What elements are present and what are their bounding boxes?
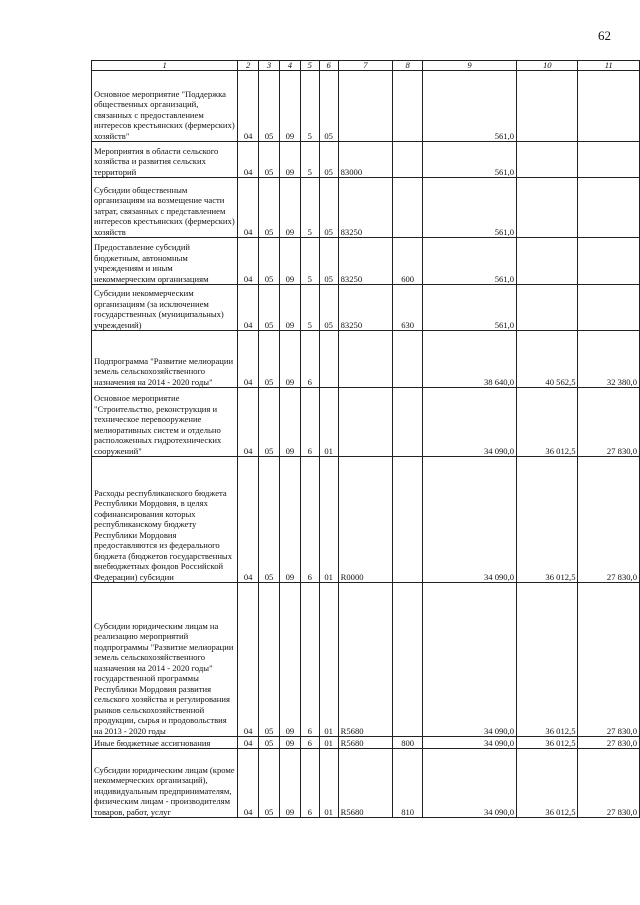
cell-3: 05 — [259, 457, 280, 583]
cell-8 — [393, 178, 423, 238]
cell-4: 09 — [279, 178, 300, 238]
cell-6: 01 — [319, 457, 338, 583]
cell-10: 36 012,5 — [517, 388, 578, 457]
cell-7: R5680 — [338, 749, 393, 818]
cell-3: 05 — [259, 71, 280, 142]
cell-5: 6 — [300, 583, 319, 737]
cell-6: 01 — [319, 737, 338, 749]
cell-10 — [517, 71, 578, 142]
table-row — [92, 457, 640, 583]
cell-6: 01 — [319, 749, 338, 818]
cell-4: 09 — [279, 238, 300, 285]
cell-6: 05 — [319, 71, 338, 142]
cell-9: 38 640,0 — [423, 331, 517, 388]
cell-7: 83000 — [338, 142, 393, 178]
cell-3: 05 — [259, 238, 280, 285]
cell-8 — [393, 583, 423, 737]
cell-6: 05 — [319, 285, 338, 331]
cell-8: 630 — [393, 285, 423, 331]
cell-8 — [393, 71, 423, 142]
table-row — [92, 737, 640, 749]
cell-11: 27 830,0 — [578, 749, 640, 818]
column-header: 4 — [279, 61, 300, 71]
column-header: 3 — [259, 61, 280, 71]
cell-6: 05 — [319, 142, 338, 178]
table-row — [92, 331, 640, 388]
cell-7: 83250 — [338, 178, 393, 238]
row-description: Иные бюджетные ассигнования — [92, 737, 238, 749]
cell-4: 09 — [279, 142, 300, 178]
cell-3: 05 — [259, 737, 280, 749]
cell-4: 09 — [279, 388, 300, 457]
cell-5: 6 — [300, 388, 319, 457]
cell-9: 561,0 — [423, 285, 517, 331]
table-row — [92, 388, 640, 457]
cell-3: 05 — [259, 388, 280, 457]
table-row — [92, 238, 640, 285]
row-description: Основное мероприятие "Строительство, реконструкция и техническое перевооружение мелиоративных систем и отдельно расположенных гидротехнических сооружений" — [92, 388, 238, 457]
cell-6: 05 — [319, 178, 338, 238]
table-row — [92, 749, 640, 818]
cell-2: 04 — [238, 583, 259, 737]
cell-9: 561,0 — [423, 178, 517, 238]
cell-5: 5 — [300, 71, 319, 142]
page-number: 62 — [598, 28, 611, 43]
cell-11: 27 830,0 — [578, 457, 640, 583]
table-row — [92, 583, 640, 737]
column-header: 8 — [393, 61, 423, 71]
cell-9: 34 090,0 — [423, 583, 517, 737]
cell-3: 05 — [259, 331, 280, 388]
cell-9: 34 090,0 — [423, 737, 517, 749]
cell-9: 561,0 — [423, 142, 517, 178]
cell-2: 04 — [238, 749, 259, 818]
cell-2: 04 — [238, 388, 259, 457]
row-description: Мероприятия в области сельского хозяйства и развития сельских территорий — [92, 142, 238, 178]
cell-5: 6 — [300, 749, 319, 818]
cell-11: 32 380,0 — [578, 331, 640, 388]
cell-5: 5 — [300, 178, 319, 238]
cell-2: 04 — [238, 457, 259, 583]
cell-5: 5 — [300, 285, 319, 331]
column-header: 10 — [517, 61, 578, 71]
cell-8: 600 — [393, 238, 423, 285]
cell-4: 09 — [279, 331, 300, 388]
cell-7: R5680 — [338, 737, 393, 749]
cell-10 — [517, 178, 578, 238]
row-description: Субсидии юридическим лицам (кроме некоммерческих организаций), индивидуальным предпринимателям, физическим лицам - производителям товаров, работ, услуг — [92, 749, 238, 818]
cell-10: 36 012,5 — [517, 749, 578, 818]
cell-7: 83250 — [338, 238, 393, 285]
cell-3: 05 — [259, 285, 280, 331]
cell-8: 810 — [393, 749, 423, 818]
row-description: Субсидии общественным организациям на возмещение части затрат, связанных с представлением интересов крестьянских (фермерских) хозяйств — [92, 178, 238, 238]
cell-3: 05 — [259, 749, 280, 818]
cell-6 — [319, 331, 338, 388]
cell-11: 27 830,0 — [578, 388, 640, 457]
cell-5: 6 — [300, 331, 319, 388]
cell-10: 36 012,5 — [517, 737, 578, 749]
cell-11 — [578, 71, 640, 142]
cell-11 — [578, 178, 640, 238]
cell-5: 5 — [300, 238, 319, 285]
table-row — [92, 142, 640, 178]
cell-7 — [338, 71, 393, 142]
cell-9: 34 090,0 — [423, 388, 517, 457]
row-description: Субсидии некоммерческим организациям (за исключением государственных (муниципальных) учреждений) — [92, 285, 238, 331]
cell-7: R5680 — [338, 583, 393, 737]
cell-11 — [578, 238, 640, 285]
row-description: Основное мероприятие "Поддержка общественных организаций, связанных с предоставлением интересов крестьянских (фермерских) хозяйств" — [92, 71, 238, 142]
cell-4: 09 — [279, 583, 300, 737]
cell-4: 09 — [279, 71, 300, 142]
cell-6: 01 — [319, 583, 338, 737]
table-row — [92, 71, 640, 142]
cell-2: 04 — [238, 142, 259, 178]
cell-7: R0000 — [338, 457, 393, 583]
cell-9: 34 090,0 — [423, 749, 517, 818]
column-header: 2 — [238, 61, 259, 71]
column-header: 11 — [578, 61, 640, 71]
column-header: 7 — [338, 61, 393, 71]
cell-8 — [393, 142, 423, 178]
cell-5: 5 — [300, 142, 319, 178]
cell-9: 561,0 — [423, 71, 517, 142]
row-description: Подпрограмма "Развитие мелиорации земель сельскохозяйственного назначения на 2014 - 2020 годы" — [92, 331, 238, 388]
cell-8 — [393, 457, 423, 583]
budget-table — [91, 60, 640, 818]
cell-10: 36 012,5 — [517, 583, 578, 737]
cell-8 — [393, 331, 423, 388]
cell-3: 05 — [259, 178, 280, 238]
cell-10 — [517, 142, 578, 178]
column-header: 1 — [92, 61, 238, 71]
row-description: Предоставление субсидий бюджетным, автономным учреждениям и иным некоммерческим организациям — [92, 238, 238, 285]
table-row — [92, 285, 640, 331]
cell-2: 04 — [238, 737, 259, 749]
cell-5: 6 — [300, 457, 319, 583]
cell-11 — [578, 285, 640, 331]
cell-4: 09 — [279, 749, 300, 818]
cell-7: 83250 — [338, 285, 393, 331]
cell-2: 04 — [238, 178, 259, 238]
cell-8 — [393, 388, 423, 457]
cell-10: 40 562,5 — [517, 331, 578, 388]
table-row — [92, 178, 640, 238]
cell-11: 27 830,0 — [578, 737, 640, 749]
cell-10 — [517, 285, 578, 331]
row-description: Субсидии юридическим лицам на реализацию мероприятий подпрограммы "Развитие мелиорации земель сельскохозяйственного назначения на 2014 - 2020 годы" государственной программы Республики Мордовия развития сельского хозяйства и регулирования рынков сельскохозяйственной продукции, сырья и продовольствия на 2013 - 2020 годы — [92, 583, 238, 737]
table-header-row — [92, 61, 640, 71]
cell-6: 05 — [319, 238, 338, 285]
cell-4: 09 — [279, 285, 300, 331]
cell-7 — [338, 388, 393, 457]
cell-11: 27 830,0 — [578, 583, 640, 737]
cell-10 — [517, 238, 578, 285]
column-header: 6 — [319, 61, 338, 71]
cell-10: 36 012,5 — [517, 457, 578, 583]
column-header: 9 — [423, 61, 517, 71]
cell-2: 04 — [238, 71, 259, 142]
cell-11 — [578, 142, 640, 178]
cell-3: 05 — [259, 142, 280, 178]
cell-5: 6 — [300, 737, 319, 749]
cell-2: 04 — [238, 285, 259, 331]
cell-8: 800 — [393, 737, 423, 749]
cell-4: 09 — [279, 457, 300, 583]
cell-3: 05 — [259, 583, 280, 737]
column-header: 5 — [300, 61, 319, 71]
cell-6: 01 — [319, 388, 338, 457]
row-description: Расходы республиканского бюджета Республики Мордовия, в целях софинансирования которых республиканскому бюджету Республики Мордовия предоставляются из федерального бюджета (бюджетов государственных внебюджетных фондов Российской Федерации) субсидии — [92, 457, 238, 583]
cell-4: 09 — [279, 737, 300, 749]
cell-9: 561,0 — [423, 238, 517, 285]
cell-7 — [338, 331, 393, 388]
cell-9: 34 090,0 — [423, 457, 517, 583]
cell-2: 04 — [238, 238, 259, 285]
cell-2: 04 — [238, 331, 259, 388]
